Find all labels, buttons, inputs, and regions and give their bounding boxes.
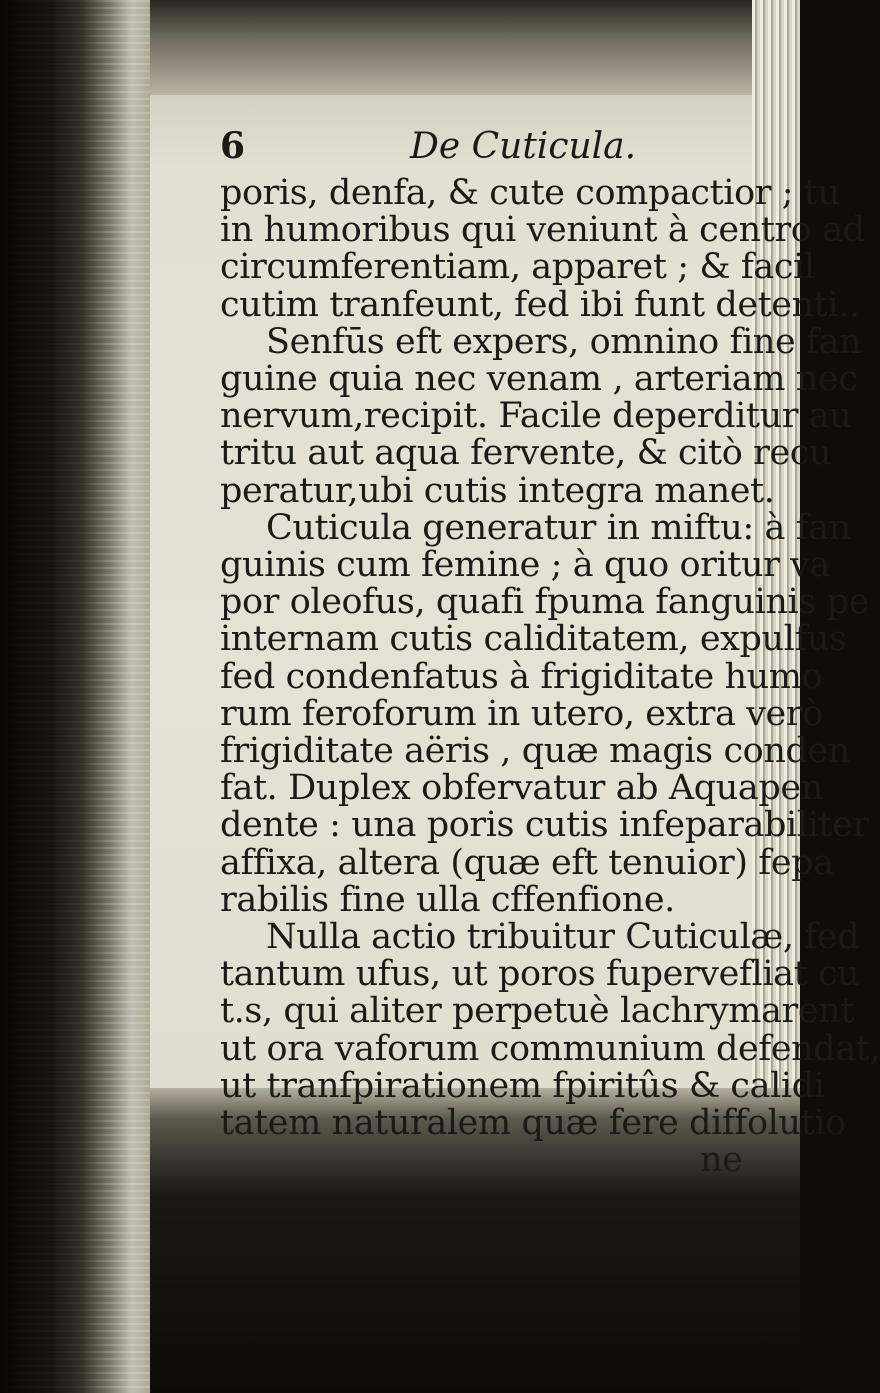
- text-line: dente : una poris cutis infeparabiliter: [220, 805, 869, 846]
- text-line: rum feroforum in utero, extra verò: [220, 693, 823, 734]
- page-number: 6: [220, 125, 246, 167]
- text-line: Senfūs eft expers, omnino fine fan: [266, 321, 862, 362]
- text-line: por oleofus, quafi fpuma fanguinis pe: [220, 582, 869, 623]
- book-binding: [0, 0, 150, 1393]
- text-line: peratur,ubi cutis integra manet.: [220, 470, 775, 511]
- text-line: t.s, qui aliter perpetuè lachrymarent: [220, 991, 854, 1032]
- text-line: affixa, altera (quæ eft tenuior) fepa: [220, 842, 834, 883]
- text-line: internam cutis caliditatem, expulfus: [220, 619, 847, 660]
- text-line: guine quia nec venam , arteriam nec: [220, 359, 858, 400]
- text-line: Cuticula generatur in miftu: à fan: [266, 507, 851, 548]
- text-line: rabilis fine ulla cffenfione.: [220, 879, 675, 920]
- text-line: nervum,recipit. Facile deperditur au: [220, 396, 852, 437]
- text-line: Nulla actio tribuitur Cuticulæ, fed: [266, 917, 860, 958]
- text-line: cutim tranfeunt, fed ibi funt detenti..: [220, 284, 860, 325]
- text-line: tantum ufus, ut poros fupervefliat cu: [220, 954, 860, 995]
- text-line: ut tranfpirationem fpiritûs & calidi: [220, 1065, 825, 1106]
- page-header: [220, 125, 860, 175]
- book-page: [150, 0, 880, 1393]
- text-line: ne: [700, 1140, 743, 1181]
- text-line: guinis cum femine ; à quo oritur va: [220, 545, 831, 586]
- text-line: fat. Duplex obfervatur ab Aquapen: [220, 768, 823, 809]
- text-line: fed condenfatus à frigiditate humo: [220, 656, 823, 697]
- text-line: poris, denfa, & cute compactior ; tu: [220, 173, 840, 213]
- text-line: tritu aut aqua fervente, & citò recu: [220, 433, 832, 474]
- running-head: De Cuticula.: [410, 126, 637, 167]
- text-line: frigiditate aëris , quæ magis conden: [220, 731, 850, 772]
- page-top-shadow: [150, 0, 800, 95]
- text-line: ut ora vaforum communium defendat,: [220, 1028, 880, 1069]
- text-line: circumferentiam, apparet ; & facil: [220, 247, 815, 288]
- text-line: in humoribus qui veniunt à centro ad: [220, 210, 865, 251]
- text-block: [220, 125, 880, 1181]
- text-line: tatem naturalem quæ fere diffolutio: [220, 1103, 846, 1144]
